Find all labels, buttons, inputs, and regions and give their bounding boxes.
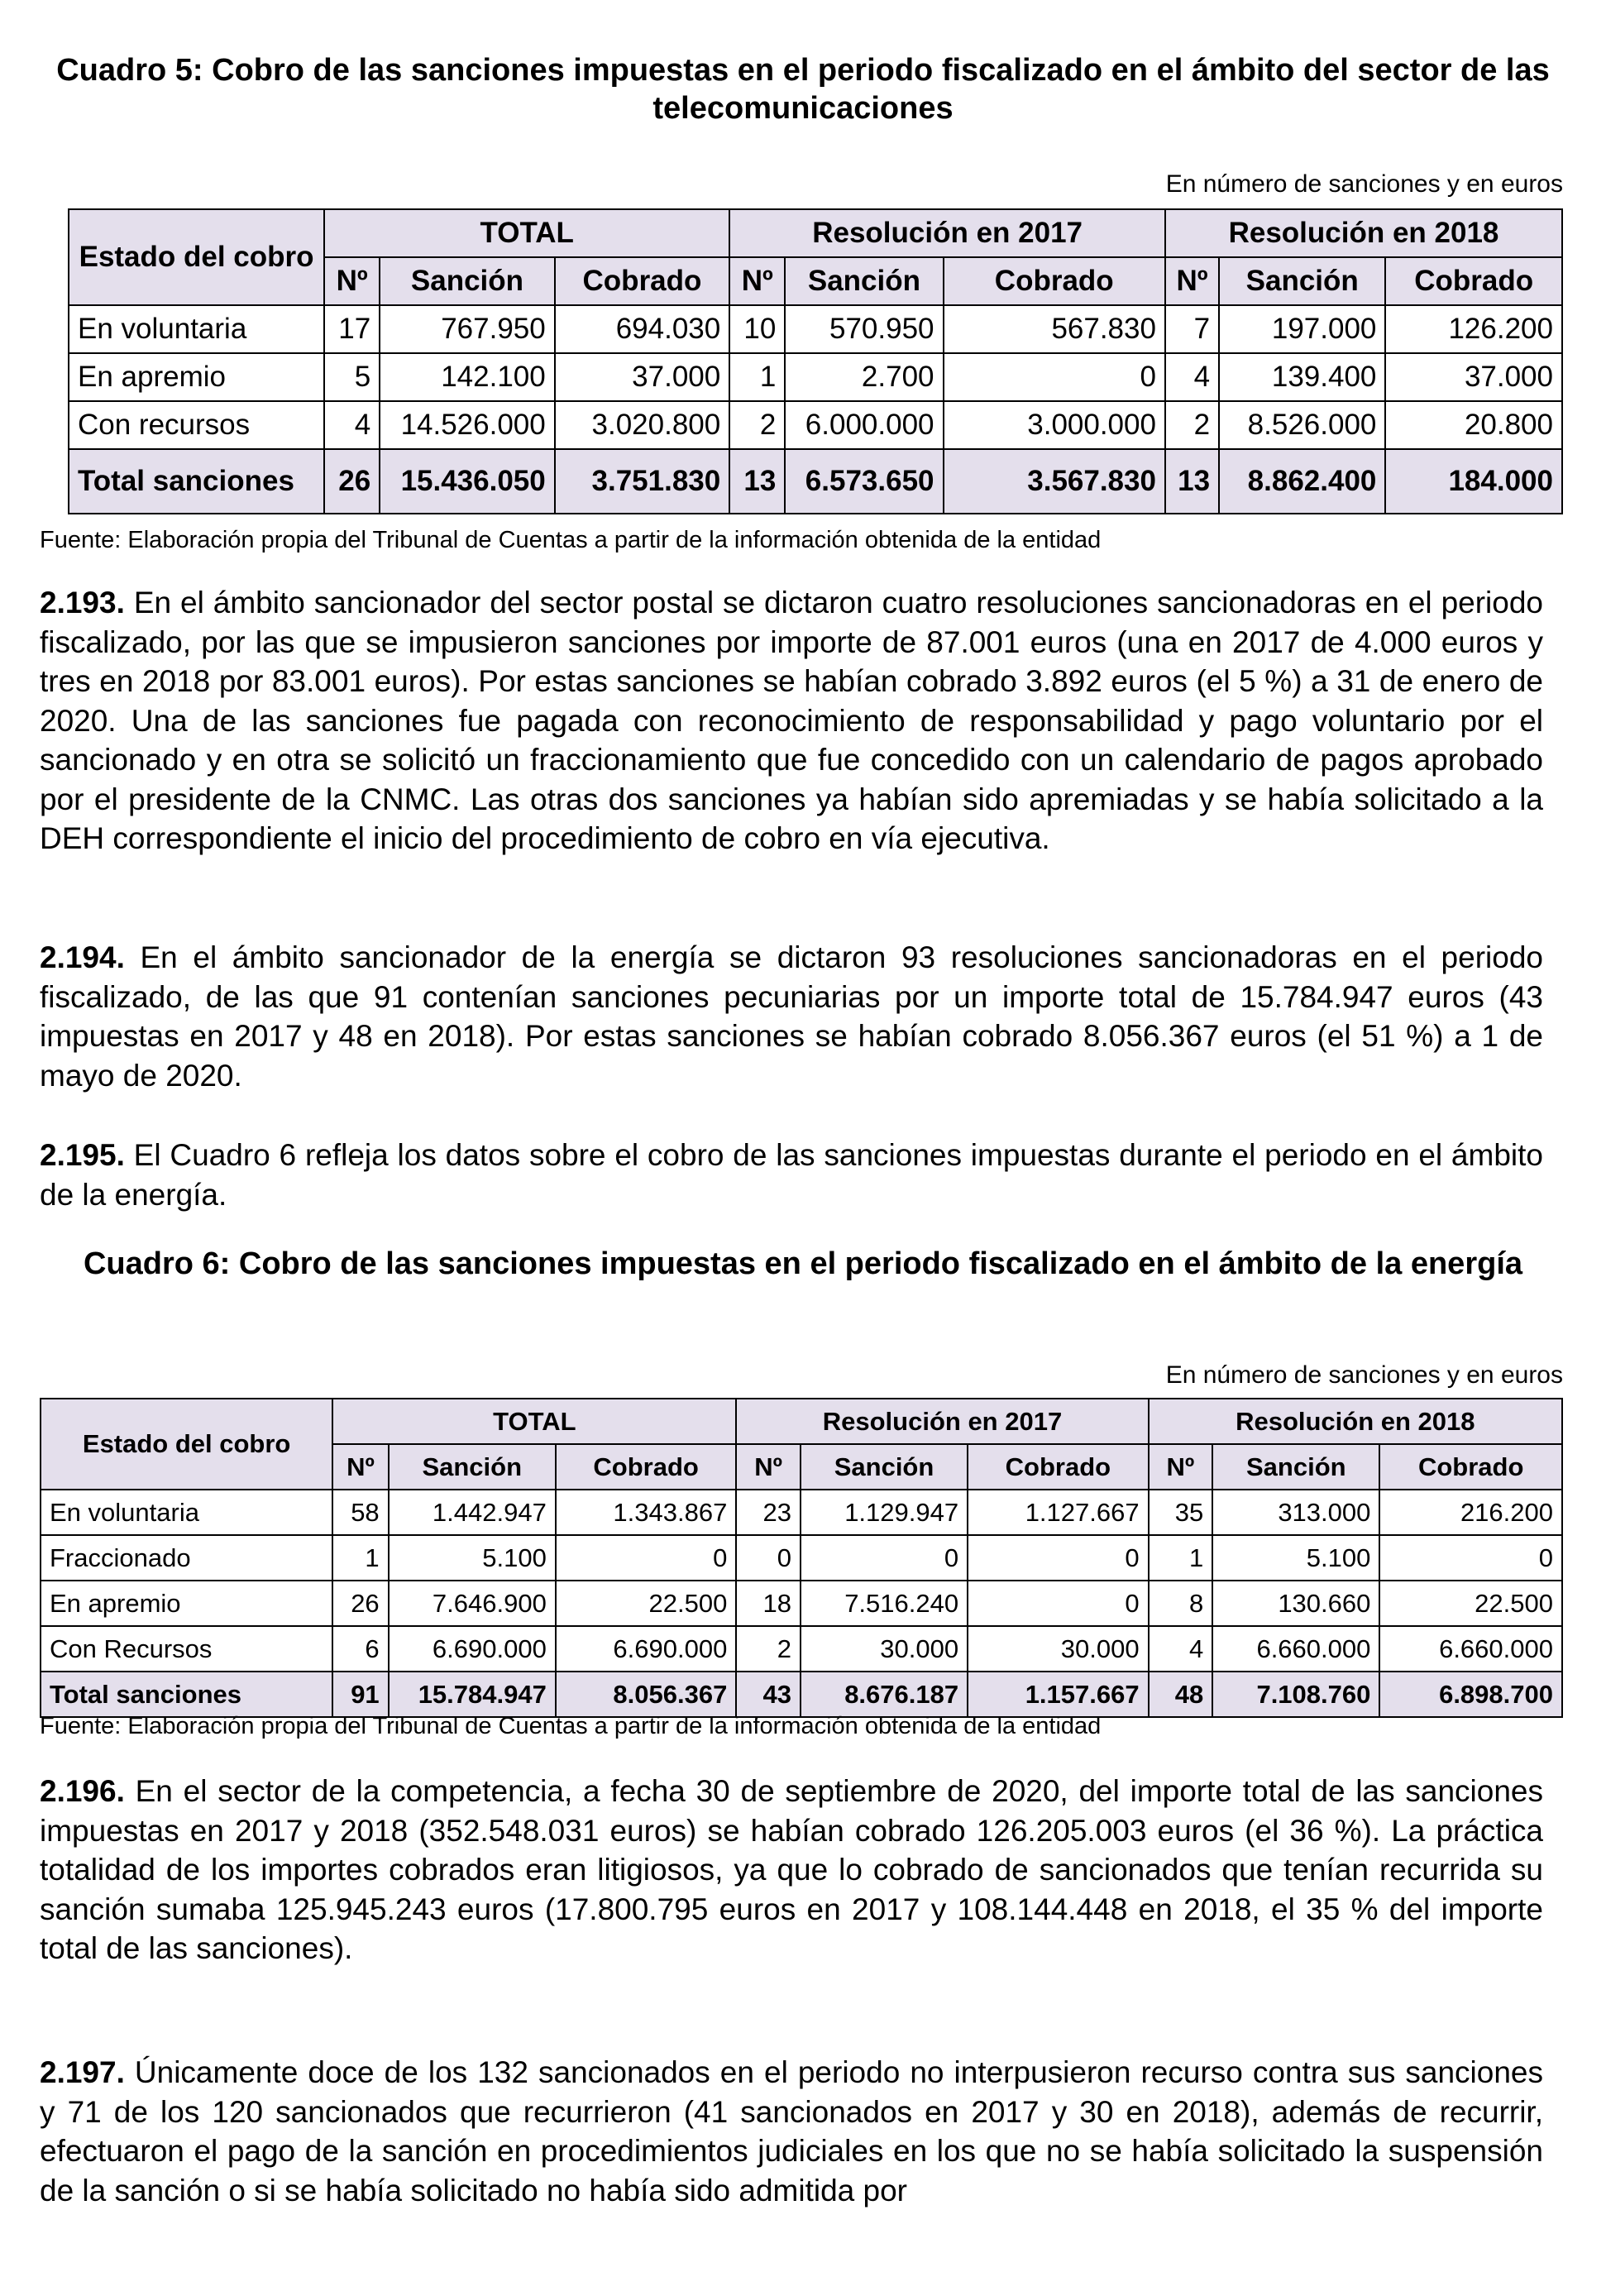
table-cell: 139.400	[1219, 353, 1385, 401]
header-sancion: Sanción	[389, 1444, 556, 1490]
header-n: Nº	[729, 257, 785, 305]
header-sancion: Sanción	[1219, 257, 1385, 305]
paragraph-2-194	[40, 938, 1543, 1095]
table-cell: 3.751.830	[555, 449, 730, 514]
header-estado: Estado del cobro	[69, 209, 324, 305]
table-cell: 13	[729, 449, 785, 514]
table-cell: 22.500	[1379, 1581, 1562, 1626]
paragraph-2-197	[40, 2053, 1543, 2210]
table-cell: 8.526.000	[1219, 401, 1385, 449]
table-cell: 37.000	[555, 353, 730, 401]
table-cell: 5.100	[1212, 1535, 1379, 1581]
table-cell: 6	[332, 1626, 388, 1672]
header-sancion: Sanción	[801, 1444, 968, 1490]
header-n: Nº	[324, 257, 380, 305]
table-cell: 7.108.760	[1212, 1672, 1379, 1717]
row-label: Total sanciones	[69, 449, 324, 514]
table-cell: 6.690.000	[556, 1626, 737, 1672]
table-cell: 4	[1165, 353, 1219, 401]
table-cell: 3.000.000	[944, 401, 1165, 449]
cuadro6-table	[40, 1398, 1563, 1718]
paragraph-text: En el sector de la competencia, a fecha 30 de septiembre de 2020, del importe total de las sanciones impuestas en 2017 y 2018 (352.548.031 euros) se habían cobrado 126.205.003 euros (el 36 %). La práctica totalidad de los importes cobrados eran litigiosos, ya que lo cobrado de sancionados que tenían recurrida su sanción sumaba 125.945.243 euros (17.800.795 euros en 2017 y 108.144.448 en 2018, el 35 % del importe total de las sanciones).	[40, 1774, 1543, 1965]
table-cell: 37.000	[1385, 353, 1562, 401]
row-label: En apremio	[41, 1581, 332, 1626]
row-label: En voluntaria	[69, 305, 324, 353]
paragraph-text: El Cuadro 6 refleja los datos sobre el cobro de las sanciones impuestas durante el periodo en el ámbito de la energía.	[40, 1138, 1543, 1212]
cuadro5-table	[68, 208, 1563, 514]
table-cell: 130.660	[1212, 1581, 1379, 1626]
header-n: Nº	[1165, 257, 1219, 305]
table-cell: 13	[1165, 449, 1219, 514]
table-cell: 17	[324, 305, 380, 353]
table-cell: 6.000.000	[785, 401, 943, 449]
table-cell: 26	[332, 1581, 388, 1626]
paragraph-number: 2.193.	[40, 586, 125, 619]
table-cell: 4	[324, 401, 380, 449]
paragraph-number: 2.197.	[40, 2055, 125, 2089]
header-sancion: Sanción	[785, 257, 943, 305]
table-cell: 18	[736, 1581, 801, 1626]
table-cell: 197.000	[1219, 305, 1385, 353]
header-cobrado: Cobrado	[1385, 257, 1562, 305]
table-row	[69, 449, 1562, 514]
table-cell: 767.950	[380, 305, 555, 353]
table-row	[41, 1581, 1562, 1626]
cuadro6-source: Fuente: Elaboración propia del Tribunal de Cuentas a partir de la información obtenida de la entidad	[40, 1713, 1102, 1739]
header-group-2017: Resolución en 2017	[729, 209, 1165, 257]
table-cell: 1	[729, 353, 785, 401]
table-cell: 2.700	[785, 353, 943, 401]
header-cobrado: Cobrado	[944, 257, 1165, 305]
table-cell: 8.676.187	[801, 1672, 968, 1717]
header-estado: Estado del cobro	[41, 1399, 332, 1490]
paragraph-text: En el ámbito sancionador del sector postal se dictaron cuatro resoluciones sancionadoras en el periodo fiscalizado, por las que se impusieron sanciones por importe de 87.001 euros (una en 2017 de 4.000 euros y tres en 2018 por 83.001 euros). Por estas sanciones se habían cobrado 3.892 euros (el 5 %) a 31 de enero de 2020. Una de las sanciones fue pagada con reconocimiento de responsabilidad y pago voluntario por el sancionado y en otra se solicitó un fraccionamiento que fue concedido con un calendario de pagos aprobado por el presidente de la CNMC. Las otras dos sanciones ya habían sido apremiadas y se había solicitado a la DEH correspondiente el inicio del procedimiento de cobro en vía ejecutiva.	[40, 586, 1543, 855]
table-cell: 7.516.240	[801, 1581, 968, 1626]
table-cell: 23	[736, 1490, 801, 1535]
table-cell: 216.200	[1379, 1490, 1562, 1535]
table-row	[41, 1672, 1562, 1717]
table-row	[41, 1626, 1562, 1672]
table-cell: 8.056.367	[556, 1672, 737, 1717]
table-row	[69, 401, 1562, 449]
table-cell: 1	[1149, 1535, 1213, 1581]
header-sancion: Sanción	[380, 257, 555, 305]
table-cell: 14.526.000	[380, 401, 555, 449]
table-cell: 5	[324, 353, 380, 401]
table-cell: 20.800	[1385, 401, 1562, 449]
header-cobrado: Cobrado	[1379, 1444, 1562, 1490]
cuadro5-units: En número de sanciones y en euros	[1165, 170, 1563, 198]
table-row	[69, 353, 1562, 401]
table-row	[41, 1490, 1562, 1535]
paragraph-2-196	[40, 1772, 1543, 1968]
table-cell: 2	[736, 1626, 801, 1672]
table-cell: 8	[1149, 1581, 1213, 1626]
table-cell: 3.567.830	[944, 449, 1165, 514]
table-cell: 6.660.000	[1212, 1626, 1379, 1672]
table-cell: 35	[1149, 1490, 1213, 1535]
table-cell: 570.950	[785, 305, 943, 353]
paragraph-text: En el ámbito sancionador de la energía se dictaron 93 resoluciones sancionadoras en el periodo fiscalizado, de las que 91 contenían sanciones pecuniarias por un importe total de 15.784.947 euros (43 impuestas en 2017 y 48 en 2018). Por estas sanciones se habían cobrado 8.056.367 euros (el 51 %) a 1 de mayo de 2020.	[40, 940, 1543, 1093]
table-cell: 43	[736, 1672, 801, 1717]
header-group-2018: Resolución en 2018	[1149, 1399, 1562, 1444]
table-cell: 2	[1165, 401, 1219, 449]
header-sancion: Sanción	[1212, 1444, 1379, 1490]
table-cell: 694.030	[555, 305, 730, 353]
table-cell: 2	[729, 401, 785, 449]
table-cell: 8.862.400	[1219, 449, 1385, 514]
table-cell: 5.100	[389, 1535, 556, 1581]
header-group-2017: Resolución en 2017	[736, 1399, 1148, 1444]
header-n: Nº	[1149, 1444, 1213, 1490]
paragraph-text: Únicamente doce de los 132 sancionados en el periodo no interpusieron recurso contra sus sanciones y 71 de los 120 sancionados que recurrieron (41 sancionados en 2017 y 30 en 2018), además de recurrir, efectuaron el pago de la sanción en procedimientos judiciales en los que no se había solicitado la suspensión de la sanción o si se había solicitado no había sido admitida por	[40, 2055, 1543, 2208]
table-cell: 7.646.900	[389, 1581, 556, 1626]
cuadro5-caption: Cuadro 5: Cobro de las sanciones impuestas en el periodo fiscalizado en el ámbito del sector de las telecomunicaciones	[56, 53, 1550, 126]
header-n: Nº	[736, 1444, 801, 1490]
header-group-total: TOTAL	[332, 1399, 736, 1444]
header-cobrado: Cobrado	[968, 1444, 1149, 1490]
table-cell: 15.436.050	[380, 449, 555, 514]
header-group-total: TOTAL	[324, 209, 729, 257]
table-cell: 0	[968, 1581, 1149, 1626]
table-cell: 7	[1165, 305, 1219, 353]
table-cell: 313.000	[1212, 1490, 1379, 1535]
table-cell: 6.690.000	[389, 1626, 556, 1672]
table-cell: 1.129.947	[801, 1490, 968, 1535]
header-cobrado: Cobrado	[555, 257, 730, 305]
row-label: En voluntaria	[41, 1490, 332, 1535]
paragraph-number: 2.194.	[40, 940, 125, 974]
table-cell: 126.200	[1385, 305, 1562, 353]
cuadro6-caption: Cuadro 6: Cobro de las sanciones impuestas en el periodo fiscalizado en el ámbito de la energía	[83, 1246, 1523, 1281]
row-label: Con recursos	[69, 401, 324, 449]
table-cell: 30.000	[801, 1626, 968, 1672]
table-cell: 0	[968, 1535, 1149, 1581]
header-n: Nº	[332, 1444, 388, 1490]
table-cell: 22.500	[556, 1581, 737, 1626]
table-cell: 0	[944, 353, 1165, 401]
table-cell: 0	[1379, 1535, 1562, 1581]
table-cell: 30.000	[968, 1626, 1149, 1672]
table-cell: 142.100	[380, 353, 555, 401]
table-cell: 6.898.700	[1379, 1672, 1562, 1717]
paragraph-number: 2.196.	[40, 1774, 125, 1808]
table-cell: 184.000	[1385, 449, 1562, 514]
header-group-2018: Resolución en 2018	[1165, 209, 1562, 257]
table-cell: 3.020.800	[555, 401, 730, 449]
table-cell: 1.127.667	[968, 1490, 1149, 1535]
table-cell: 58	[332, 1490, 388, 1535]
header-cobrado: Cobrado	[556, 1444, 737, 1490]
table-cell: 15.784.947	[389, 1672, 556, 1717]
cuadro6-units: En número de sanciones y en euros	[1165, 1361, 1563, 1389]
table-cell: 6.573.650	[785, 449, 943, 514]
row-label: Con Recursos	[41, 1626, 332, 1672]
table-cell: 6.660.000	[1379, 1626, 1562, 1672]
table-cell: 1	[332, 1535, 388, 1581]
paragraph-2-195	[40, 1136, 1543, 1214]
paragraph-2-193	[40, 583, 1543, 859]
row-label: Fraccionado	[41, 1535, 332, 1581]
row-label: Total sanciones	[41, 1672, 332, 1717]
table-cell: 0	[556, 1535, 737, 1581]
table-cell: 0	[736, 1535, 801, 1581]
table-cell: 48	[1149, 1672, 1213, 1717]
cuadro5-source: Fuente: Elaboración propia del Tribunal de Cuentas a partir de la información obtenida de la entidad	[40, 527, 1102, 553]
paragraph-number: 2.195.	[40, 1138, 125, 1172]
table-row	[69, 305, 1562, 353]
table-cell: 0	[801, 1535, 968, 1581]
table-cell: 10	[729, 305, 785, 353]
table-cell: 1.343.867	[556, 1490, 737, 1535]
table-row	[41, 1535, 1562, 1581]
row-label: En apremio	[69, 353, 324, 401]
table-cell: 4	[1149, 1626, 1213, 1672]
table-cell: 91	[332, 1672, 388, 1717]
table-cell: 567.830	[944, 305, 1165, 353]
table-cell: 1.157.667	[968, 1672, 1149, 1717]
table-cell: 1.442.947	[389, 1490, 556, 1535]
table-cell: 26	[324, 449, 380, 514]
